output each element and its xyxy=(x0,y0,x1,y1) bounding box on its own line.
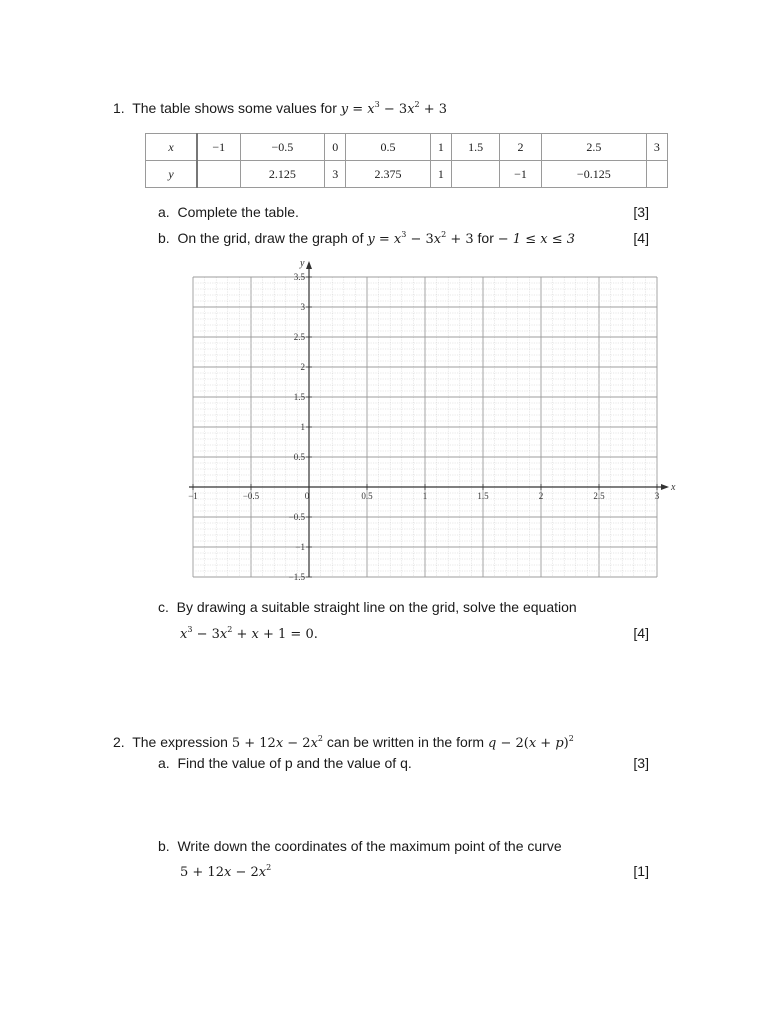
y-tick-label: 3 xyxy=(300,302,305,312)
y-tick-label: 2 xyxy=(300,362,305,372)
table-cell: −0.125 xyxy=(541,161,646,188)
table-cell: 1.5 xyxy=(451,134,499,161)
values-table xyxy=(145,133,668,188)
table-row-label: y xyxy=(146,161,198,188)
q1a xyxy=(158,203,299,221)
table-cell xyxy=(197,161,240,188)
q1a-marks: [3] xyxy=(633,204,649,220)
q1b-equation: $y = x^3 - 3x^2 + 3$ xyxy=(367,230,474,247)
q1-intro: The table shows some values for xyxy=(132,100,337,116)
table-cell: 2.5 xyxy=(541,134,646,161)
y-tick-label: −1 xyxy=(295,542,305,552)
y-tick-label: 1 xyxy=(300,422,305,432)
table-row-label: x xyxy=(146,134,198,161)
q2a-marks: [3] xyxy=(633,755,649,771)
table-cell xyxy=(646,161,667,188)
table-cell: 1 xyxy=(430,134,451,161)
q2b-text: Write down the coordinates of the maximum point of the curve xyxy=(177,838,562,854)
table-cell: 3 xyxy=(325,161,346,188)
x-tick-label: 1.5 xyxy=(477,491,489,501)
y-tick-label: 2.5 xyxy=(293,332,305,342)
table-cell: −1 xyxy=(500,161,542,188)
q2-number: 2. xyxy=(113,734,125,750)
y-tick-label: 1.5 xyxy=(293,392,305,402)
table-cell: 0.5 xyxy=(346,134,431,161)
y-tick-label: 0.5 xyxy=(293,452,305,462)
q1c-marks: [4] xyxy=(633,625,649,641)
q2b xyxy=(158,837,562,855)
q1b-for: for xyxy=(477,230,494,246)
q1b-text: On the grid, draw the graph of xyxy=(177,230,364,246)
q2a xyxy=(158,754,412,772)
q2-header xyxy=(113,733,574,753)
q1b xyxy=(158,229,575,249)
q2a-letter: a. xyxy=(158,755,170,771)
table-row xyxy=(146,161,668,188)
q2a-text: Find the value of p and the value of q. xyxy=(177,755,412,771)
y-tick-label: −1.5 xyxy=(288,572,305,582)
q2b-marks: [1] xyxy=(633,863,649,879)
x-tick-label: 2.5 xyxy=(593,491,605,501)
x-tick-label: 3 xyxy=(654,491,660,501)
table-cell: −0.5 xyxy=(240,134,325,161)
table-cell xyxy=(451,161,499,188)
q2b-letter: b. xyxy=(158,838,170,854)
q2-mid-text: can be written in the form xyxy=(326,734,485,750)
table-row xyxy=(146,134,668,161)
q2-form: $q - 2(x + p)^2$ xyxy=(487,734,574,751)
q1b-letter: b. xyxy=(158,230,170,246)
table-cell: 2 xyxy=(500,134,542,161)
q1b-marks: [4] xyxy=(633,230,649,246)
q1a-text: Complete the table. xyxy=(177,204,299,220)
table-cell: 3 xyxy=(646,134,667,161)
q1a-letter: a. xyxy=(158,204,170,220)
x-axis-label: x xyxy=(671,482,676,493)
q1-equation: $y = x^3 - 3x^2 + 3$ xyxy=(340,100,448,117)
q1-header xyxy=(113,99,447,119)
x-tick-label: 2 xyxy=(538,491,544,501)
q1c-equation: $x^3 - 3x^2 + x + 1 = 0$. xyxy=(180,625,318,642)
table-cell: 0 xyxy=(325,134,346,161)
x-axis-arrow-icon xyxy=(661,484,669,490)
q2-expression: $5 + 12x - 2x^2$ xyxy=(231,734,324,751)
q1c-text: By drawing a suitable straight line on the grid, solve the equation xyxy=(176,599,577,615)
q1c xyxy=(158,598,577,616)
q2-intro: The expression xyxy=(132,734,228,750)
table-cell: 2.125 xyxy=(240,161,325,188)
q1b-range: − 1 ≤ x ≤ 3 xyxy=(497,232,575,247)
x-tick-label: 0 xyxy=(304,491,310,501)
graph-grid[interactable] xyxy=(180,255,680,585)
y-tick-label: −0.5 xyxy=(288,512,305,522)
table-cell: 1 xyxy=(430,161,451,188)
x-tick-label: −0.5 xyxy=(242,491,260,501)
y-axis-label: y xyxy=(300,258,305,269)
x-tick-label: 0.5 xyxy=(361,491,373,501)
table-cell: 2.375 xyxy=(346,161,431,188)
y-axis-arrow-icon xyxy=(306,261,312,269)
q1-number: 1. xyxy=(113,100,125,116)
q2b-expression: $5 + 12x - 2x^2$ xyxy=(180,863,272,880)
x-tick-label: −1 xyxy=(188,491,198,501)
q1c-letter: c. xyxy=(158,599,169,615)
y-tick-label: 3.5 xyxy=(293,272,305,282)
table-cell: −1 xyxy=(197,134,240,161)
x-tick-label: 1 xyxy=(422,491,428,501)
